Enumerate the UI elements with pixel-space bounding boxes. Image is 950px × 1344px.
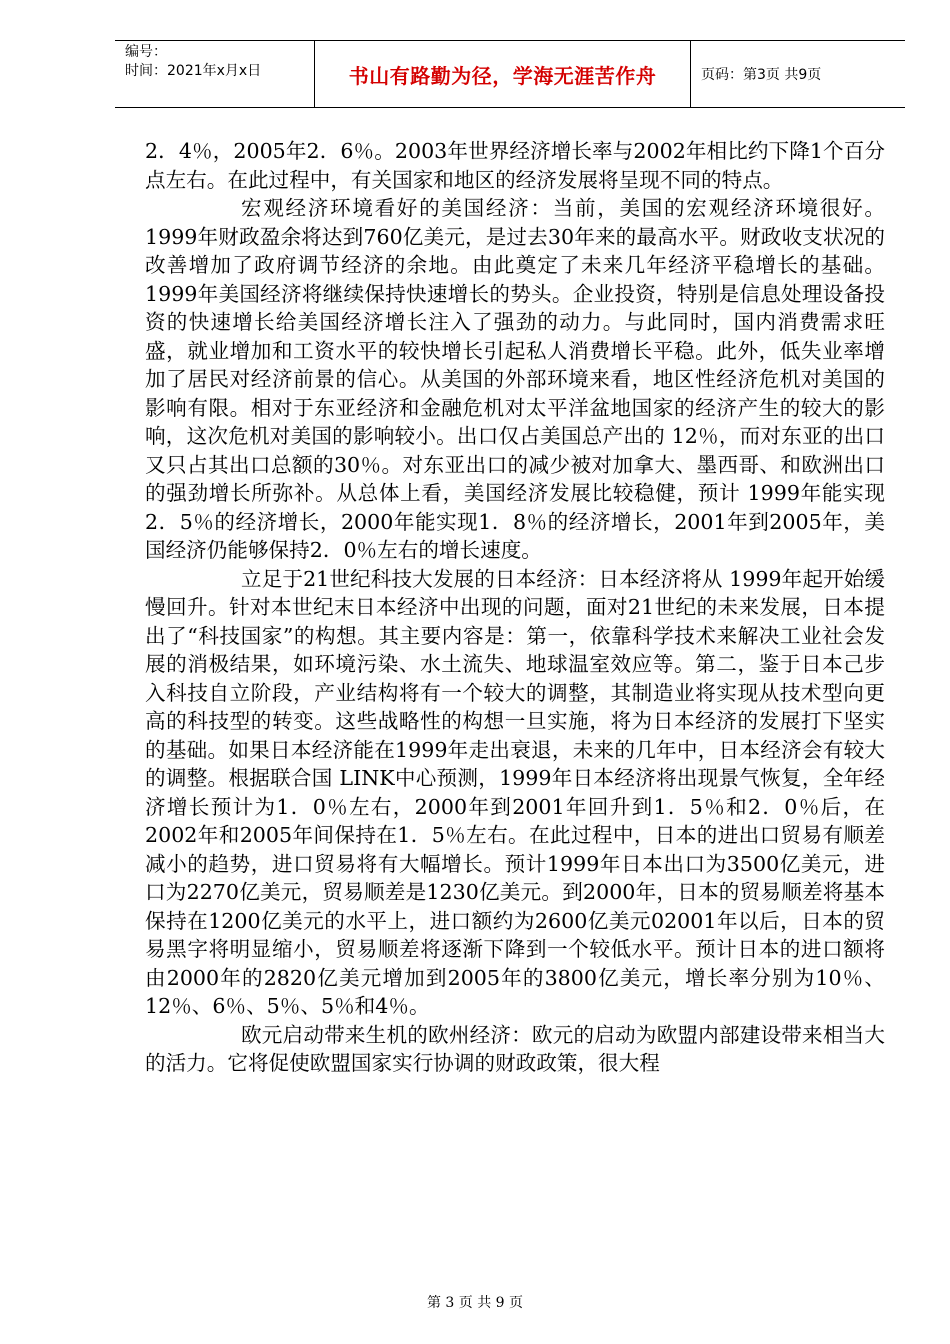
page-header (115, 40, 905, 108)
header-motto: 书山有路勤为径，学海无涯苦作舟 (315, 41, 691, 107)
document-number-label: 编号： (125, 44, 167, 60)
document-body (145, 137, 885, 1078)
header-meta (115, 41, 315, 107)
header-page-label: 页码：第3页 共9页 (701, 67, 822, 83)
paragraph: 欧元启动带来生机的欧州经济：欧元的启动为欧盟内部建设带来相当大的活力。它将促使欧盟国家实行协调的财政政策，很大程 (145, 1022, 885, 1075)
page-footer: 第 3 页 共 9 页 (426, 1295, 524, 1311)
document-time-label: 时间：2021年x月x日 (125, 63, 262, 79)
paragraph: 宏观经济环境看好的美国经济：当前，美国的宏观经济环境很好。1999年财政盈余将达到760亿美元，是过去30年来的最高水平。财政收支状况的改善增加了政府调节经济的余地。由此奠定了未来几年经济平稳增长的基础。1999年美国经济将继续保持快速增长的势头。企业投资，特别是信息处理设备投资的快速增长给美国经济增长注入了强劲的动力。与此同时，国内消费需求旺盛，就业增加和工资水平的较快增长引起私人消费增长平稳。此外，低失业率增加了居民对经济前景的信心。从美国的外部环境来看，地区性经济危机对美国的影响有限。相对于东亚经济和金融危机对太平洋盆地国家的经济产生的较大的影响，这次危机对美国的影响较小。出口仅占美国总产出的 12％，而对东亚的出口又只占其出口总额的30％。对东亚出口的减少被对加拿大、墨西哥、和欧洲出口的强劲增长所弥补。从总体上看，美国经济发展比较稳健，预计 1999年能实现2．5％的经济增长，2000年能实现1．8％的经济增长，2001年到2005年，美国经济仍能够保持2．0％左右的增长速度。 (145, 196, 885, 562)
paragraph: 立足于21世纪科技大发展的日本经济：日本经济将从 1999年起开始缓慢回升。针对本世纪末日本经济中出现的问题，面对21世纪的未来发展，日本提出了“科技国家”的构想。其主要内容是：第一，依靠科学技术来解决工业社会发展的消极结果，如环境污染、水土流失、地球温室效应等。第二，鉴于日本己步入科技自立阶段，产业结构将有一个较大的调整，其制造业将实现从技术型向更高的科技型的转变。这些战略性的构想一旦实施，将为日本经济的发展打下坚实的基础。如果日本经济能在1999年走出衰退，未来的几年中，日本经济会有较大的调整。根据联合国 LINK中心预测，1999年日本经济将出现景气恢复，全年经济增长预计为1．0％左右，2000年到2001年回升到1．5％和2．0％后，在2002年和2005年间保持在1．5％左右。在此过程中，日本的进出口贸易有顺差减小的趋势，进口贸易将有大幅增长。预计1999年日本出口为3500亿美元，进口为2270亿美元，贸易顺差是1230亿美元。到2000年，日本的贸易顺差将基本保持在1200亿美元的水平上，进口额约为2600亿美元02001年以后，日本的贸易黑字将明显缩小，贸易顺差将逐渐下降到一个较低水平。预计日本的进口额将由2000年的2820亿美元增加到2005年的3800亿美元，增长率分别为10％、12％、6％、5％、5％和4％。 (145, 566, 885, 1018)
paragraph: 2．4％，2005年2．6％。2003年世界经济增长率与2002年相比约下降1个百分点左右。在此过程中，有关国家和地区的经济发展将呈现不同的特点。 (145, 139, 885, 192)
